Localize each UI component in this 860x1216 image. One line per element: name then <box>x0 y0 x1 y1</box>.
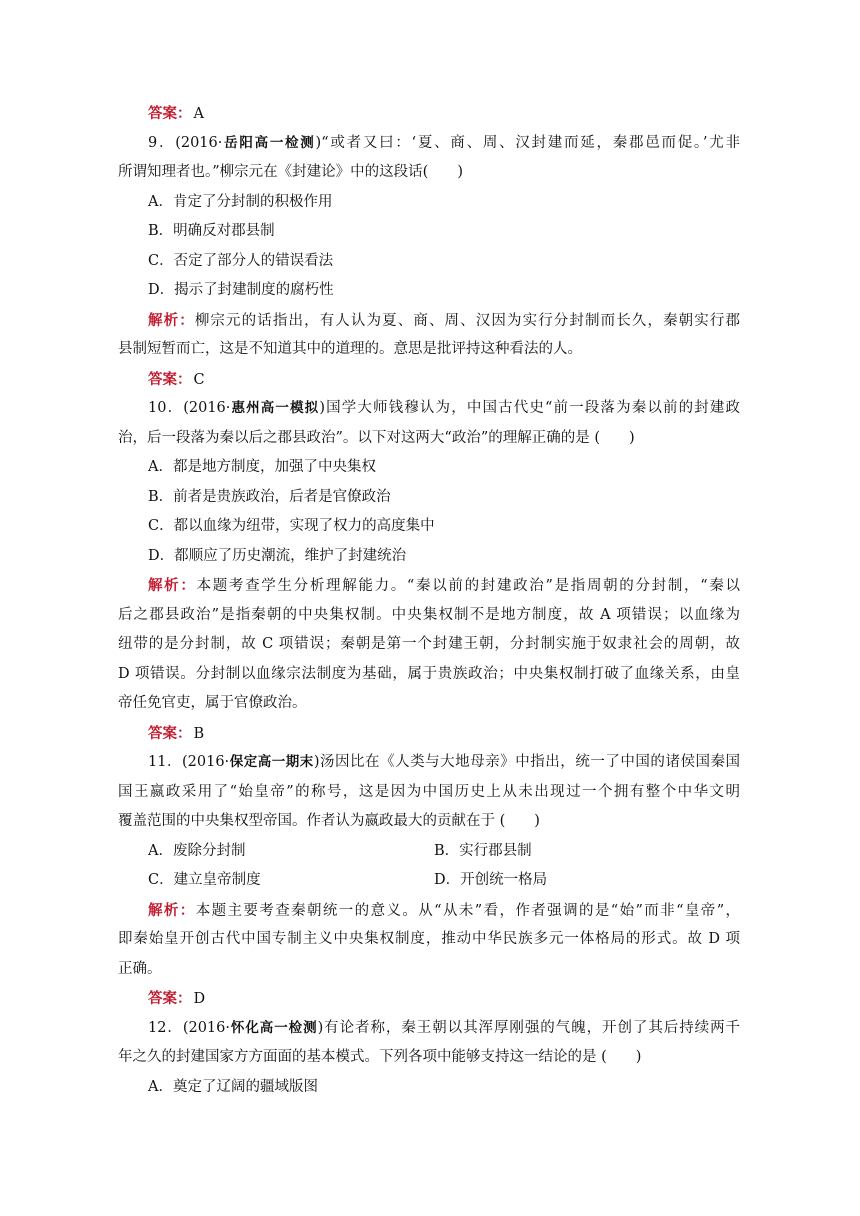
question-11-option-d: D．开创统一格局 <box>434 872 548 888</box>
answer-8 <box>118 99 740 129</box>
question-9-option-d: D．揭示了封建制度的腐朽性 <box>148 282 334 298</box>
answer-label: 答案： <box>148 990 192 1007</box>
analysis-text: 本题考查学生分析理解能力。“秦以前的封建政治”是指周朝的分封制，“秦以 <box>196 578 740 594</box>
question-10-option-a: A．都是地方制度，加强了中央集权 <box>148 459 376 475</box>
question-source-name: 保定高一期末 <box>229 754 314 770</box>
question-stem-text: 汤因比在《人类与大地母亲》中指出，统一了中国的诸侯国秦国 <box>319 754 740 770</box>
answer-value: B <box>193 725 205 742</box>
question-9-option-a: A．肯定了分封制的积极作用 <box>148 193 333 210</box>
question-11-options-row-2 <box>118 866 740 896</box>
question-number: 12． <box>148 1019 183 1036</box>
analysis-text: 柳宗元的话指出，有人认为夏、商、周、汉因为实行分封制而长久，秦朝实行郡 <box>194 312 740 329</box>
question-source-year: (2016· <box>182 754 230 770</box>
question-11-stem-line-3: 覆盖范围的中央集权型帝国。作者认为嬴政最大的贡献在于 ( ) <box>118 813 540 829</box>
analysis-label: 解析： <box>148 311 195 329</box>
question-12-stem-line-2: 年之久的封建国家方方面面的基本模式。下列各项中能够支持这一结论的是 ( ) <box>118 1049 642 1065</box>
question-10-stem-line-1 <box>118 394 740 424</box>
answer-value: A <box>193 106 204 122</box>
question-source-name: 岳阳高一检测 <box>222 134 316 151</box>
question-11-stem-line-2: 国王嬴政采用了“始皇帝”的称号，这是因为中国历史上从未出现过一个拥有整个中华文明 <box>118 783 740 800</box>
question-9-analysis-line-1 <box>118 306 740 336</box>
question-stem-text: 有论者称，秦王朝以其浑厚刚强的气魄，开创了其后持续两千 <box>323 1019 740 1036</box>
question-11-stem-line-1 <box>118 748 740 778</box>
question-stem-text: 国学大师钱穆认为，中国古代史“前一段落为秦以前的封建政 <box>325 400 740 416</box>
question-11-analysis-line-2: 即秦始皇开创古代中国专制主义中央集权制度，推动中华民族多元一体格局的形式。故 D 项 <box>118 931 740 947</box>
question-9-stem-line-1 <box>118 129 740 159</box>
question-11-option-a: A．废除分封制 <box>148 842 246 859</box>
question-source-close: ) <box>315 134 322 151</box>
question-10-analysis-line-3: 纽带的是分封制，故 C 项错误；秦朝是第一个封建王朝，分封制实施于奴隶社会的周朝，故 <box>118 636 740 652</box>
question-12-stem-line-1 <box>118 1014 740 1044</box>
answer-value: D <box>193 991 206 1007</box>
answer-label: 答案： <box>148 370 192 388</box>
question-10-option-b: B．前者是贵族政治，后者是官僚政治 <box>148 488 391 505</box>
question-number: 9． <box>148 134 176 151</box>
question-stem-text: “或者又曰：‘夏、商、周、汉封建而延，秦郡邑而促。’尤非 <box>321 134 740 151</box>
question-source-year: (2016· <box>175 134 223 151</box>
analysis-label: 解析： <box>148 577 197 594</box>
question-9-stem-line-2: 所谓知理者也。”柳宗元在《封建论》中的这段话( ) <box>118 164 463 180</box>
question-number: 11． <box>148 754 182 770</box>
question-source-close: ) <box>313 754 320 770</box>
question-number: 10． <box>148 400 184 416</box>
question-source-close: ) <box>319 400 325 416</box>
question-source-year: (2016· <box>182 1019 230 1036</box>
question-10-analysis-line-2: 后之郡县政治”是指秦朝的中央集权制。中央集权制不是地方制度，故 A 项错误；以血缘为 <box>118 606 740 623</box>
question-11-analysis-line-1 <box>118 896 740 926</box>
question-10-analysis-line-1 <box>118 571 740 601</box>
question-9-analysis-line-2: 县制短暂而亡，这是不知道其中的道理的。意思是批评持这种看法的人。 <box>118 341 582 357</box>
question-10-option-c: C．都以血缘为纽带，实现了权力的高度集中 <box>148 518 435 534</box>
question-10-analysis-line-5: 帝任免官吏，属于官僚政治。 <box>118 695 307 711</box>
question-source-close: ) <box>317 1019 324 1036</box>
answer-9 <box>118 365 740 395</box>
question-10-option-d: D．都顺应了历史潮流，维护了封建统治 <box>148 547 407 564</box>
question-11-option-c: C．建立皇帝制度 <box>148 872 261 888</box>
question-11-option-b: B．实行郡县制 <box>434 842 532 859</box>
question-11-options-row-1 <box>118 837 740 867</box>
question-9-option-b: B．明确反对郡县制 <box>148 223 275 239</box>
answer-label: 答案： <box>148 724 192 742</box>
answer-value: C <box>193 371 205 388</box>
answer-10 <box>118 719 740 749</box>
analysis-text: 本题主要考查秦朝统一的意义。从“从未”看，作者强调的是“始”而非“皇帝”， <box>195 902 740 919</box>
answer-label: 答案： <box>148 105 192 122</box>
question-12-option-a: A．奠定了辽阔的疆域版图 <box>148 1078 318 1095</box>
question-source-year: (2016· <box>183 400 231 416</box>
document-body <box>118 99 740 1102</box>
question-10-analysis-line-4: D 项错误。分封制以血缘宗法制度为基础，属于贵族政治；中央集权制打破了血缘关系，由皇 <box>118 665 740 682</box>
question-source-name: 怀化高一检测 <box>230 1019 318 1036</box>
question-source-name: 惠州高一模拟 <box>230 400 320 416</box>
question-10-stem-line-2: 治，后一段落为秦以后之郡县政治”。以下对这两大“政治”的理解正确的是 ( ) <box>118 429 635 446</box>
question-11-analysis-line-3: 正确。 <box>118 960 162 977</box>
analysis-label: 解析： <box>148 901 196 919</box>
question-9-option-c: C．否定了部分人的错误看法 <box>148 252 334 269</box>
answer-11 <box>118 984 740 1014</box>
